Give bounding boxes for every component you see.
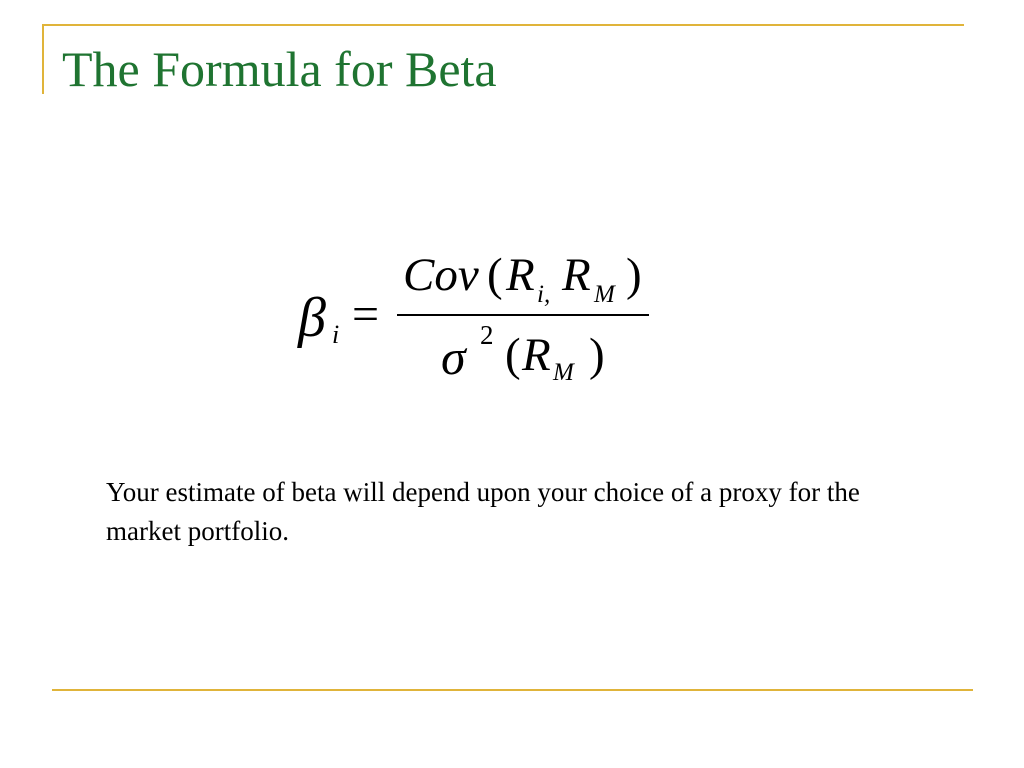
- accent-line-left: [42, 24, 44, 94]
- numerator-open-paren: (: [487, 249, 503, 301]
- numerator-sub-i: i,: [537, 281, 551, 308]
- equals-sign: =: [352, 288, 380, 341]
- beta-subscript: i: [332, 320, 340, 349]
- numerator-close-paren: ): [626, 249, 642, 301]
- sigma-exponent: 2: [480, 320, 494, 350]
- denominator-sub-m: M: [553, 359, 574, 386]
- numerator-r-i: R: [506, 249, 535, 301]
- denominator-r-m: R: [522, 329, 551, 381]
- slide-title: The Formula for Beta: [62, 41, 497, 97]
- accent-line-bottom: [52, 689, 973, 691]
- numerator-sub-m: M: [594, 281, 615, 308]
- beta-symbol: β: [298, 287, 326, 349]
- denominator-close-paren: ): [589, 329, 605, 381]
- denominator-open-paren: (: [505, 329, 521, 381]
- sigma-symbol: σ: [441, 329, 466, 385]
- accent-line-top: [42, 24, 964, 26]
- numerator-cov: Cov: [403, 249, 479, 301]
- body-text: Your estimate of beta will depend upon your choice of a proxy for the market portfolio.: [106, 477, 860, 546]
- fraction-bar: [397, 314, 649, 316]
- numerator-r-m: R: [562, 249, 591, 301]
